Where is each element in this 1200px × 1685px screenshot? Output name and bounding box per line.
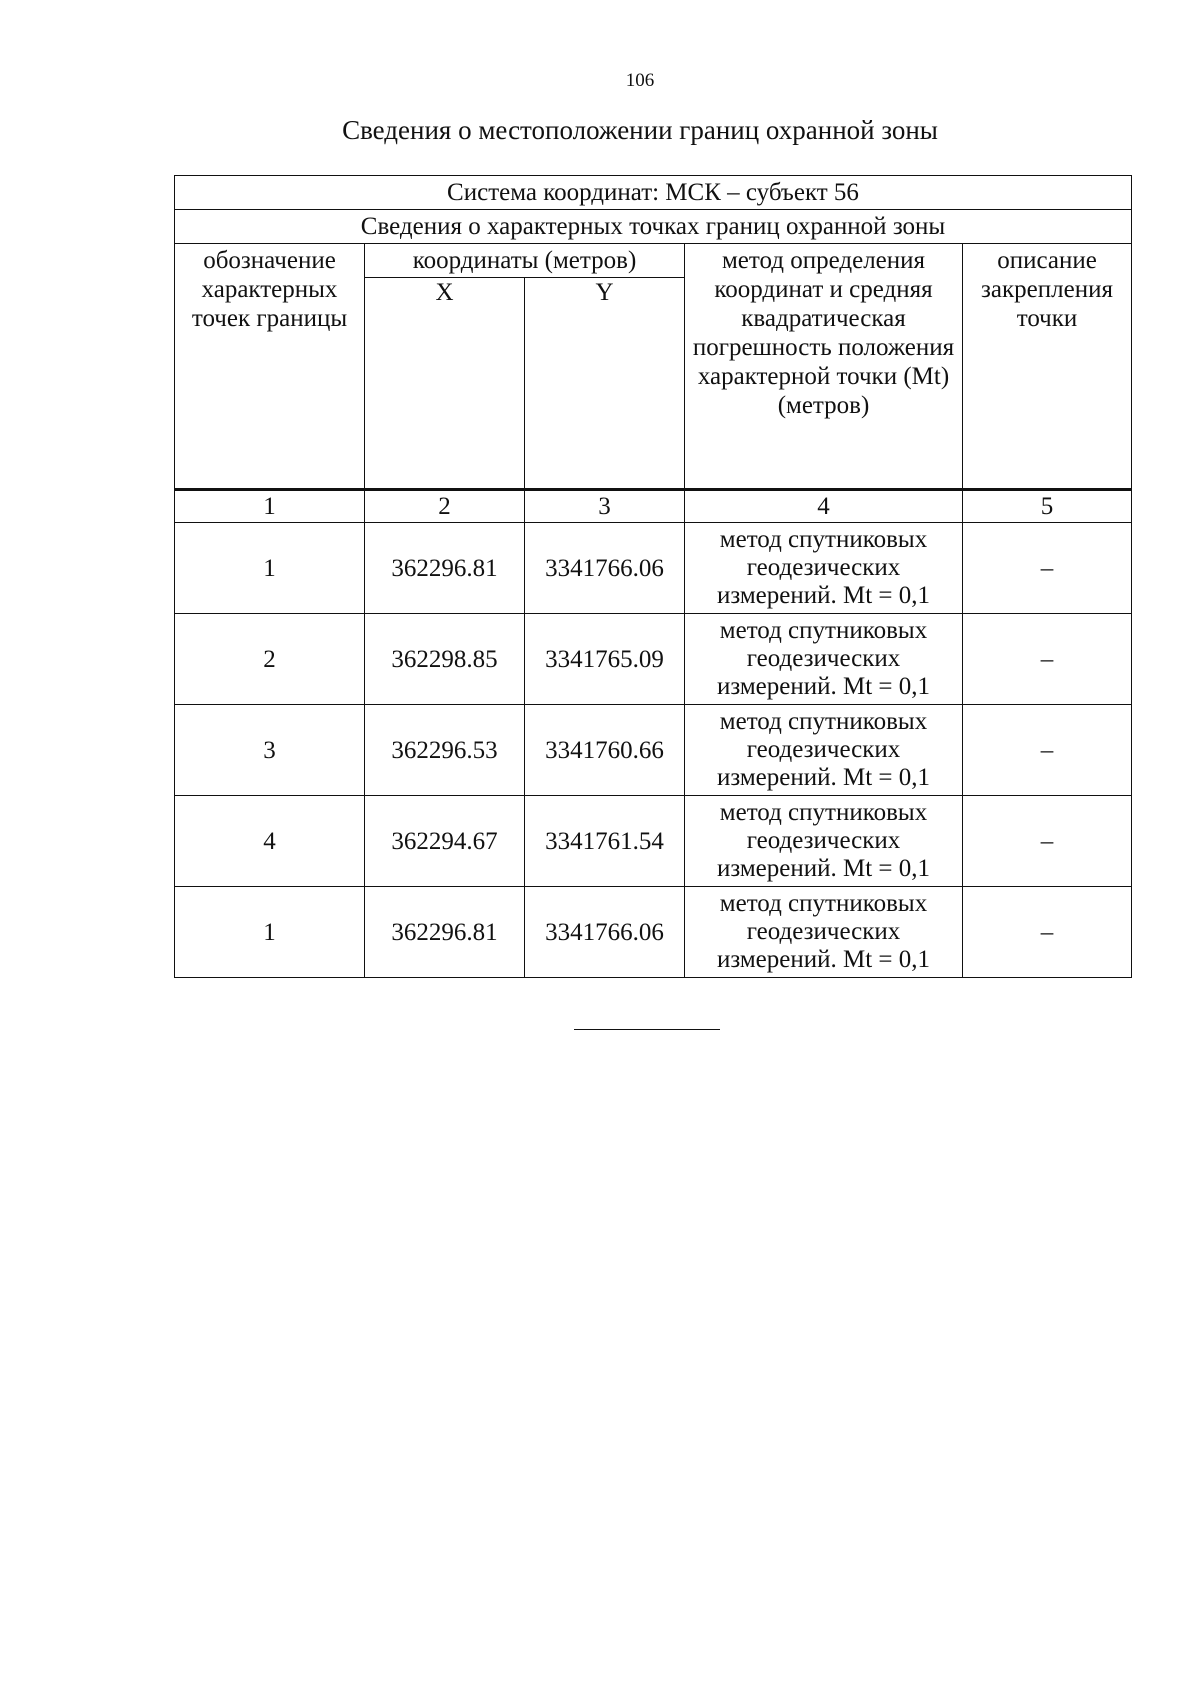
coordinates-table-container xyxy=(174,175,1131,978)
header-x: X xyxy=(365,278,525,490)
points-header-cell: Сведения о характерных точках границ охранной зоны xyxy=(175,210,1132,244)
x-cell: 362296.53 xyxy=(365,705,525,796)
description-cell: – xyxy=(963,887,1132,978)
method-cell: метод спутниковых геодезических измерений. Mt = 0,1 xyxy=(685,705,963,796)
description-cell: – xyxy=(963,614,1132,705)
header-y: Y xyxy=(525,278,685,490)
coordinate-system-cell: Система координат: МСК – субъект 56 xyxy=(175,176,1132,210)
column-number-row xyxy=(175,490,1132,523)
header-method: метод определения координат и средняя квадратическая погрешность положения характерной точки (Mt) (метров) xyxy=(685,244,963,490)
table-row xyxy=(175,796,1132,887)
x-cell: 362296.81 xyxy=(365,887,525,978)
page-title: Сведения о местоположении границ охранной зоны xyxy=(342,115,938,145)
point-cell: 4 xyxy=(175,796,365,887)
column-number: 1 xyxy=(175,490,365,523)
x-cell: 362294.67 xyxy=(365,796,525,887)
system-row xyxy=(175,176,1132,210)
points-header-row xyxy=(175,210,1132,244)
y-cell: 3341761.54 xyxy=(525,796,685,887)
bottom-divider xyxy=(574,1029,720,1030)
header-coordinates: координаты (метров) xyxy=(365,244,685,278)
x-cell: 362296.81 xyxy=(365,523,525,614)
column-header-row xyxy=(175,244,1132,278)
y-cell: 3341760.66 xyxy=(525,705,685,796)
column-number: 3 xyxy=(525,490,685,523)
description-cell: – xyxy=(963,705,1132,796)
method-cell: метод спутниковых геодезических измерений. Mt = 0,1 xyxy=(685,796,963,887)
table-row xyxy=(175,523,1132,614)
page-number: 106 xyxy=(625,70,655,91)
column-number: 4 xyxy=(685,490,963,523)
table-row xyxy=(175,614,1132,705)
method-cell: метод спутниковых геодезических измерений. Mt = 0,1 xyxy=(685,614,963,705)
y-cell: 3341766.06 xyxy=(525,523,685,614)
y-cell: 3341765.09 xyxy=(525,614,685,705)
x-cell: 362298.85 xyxy=(365,614,525,705)
column-number: 2 xyxy=(365,490,525,523)
point-cell: 2 xyxy=(175,614,365,705)
method-cell: метод спутниковых геодезических измерений. Mt = 0,1 xyxy=(685,523,963,614)
method-cell: метод спутниковых геодезических измерений. Mt = 0,1 xyxy=(685,887,963,978)
column-number: 5 xyxy=(963,490,1132,523)
table-row xyxy=(175,887,1132,978)
description-cell: – xyxy=(963,523,1132,614)
table-row xyxy=(175,705,1132,796)
header-description: описание закрепления точки xyxy=(963,244,1132,490)
y-cell: 3341766.06 xyxy=(525,887,685,978)
header-designation: обозначение характерных точек границы xyxy=(175,244,365,490)
point-cell: 1 xyxy=(175,887,365,978)
point-cell: 1 xyxy=(175,523,365,614)
point-cell: 3 xyxy=(175,705,365,796)
description-cell: – xyxy=(963,796,1132,887)
coordinates-table xyxy=(174,175,1132,978)
